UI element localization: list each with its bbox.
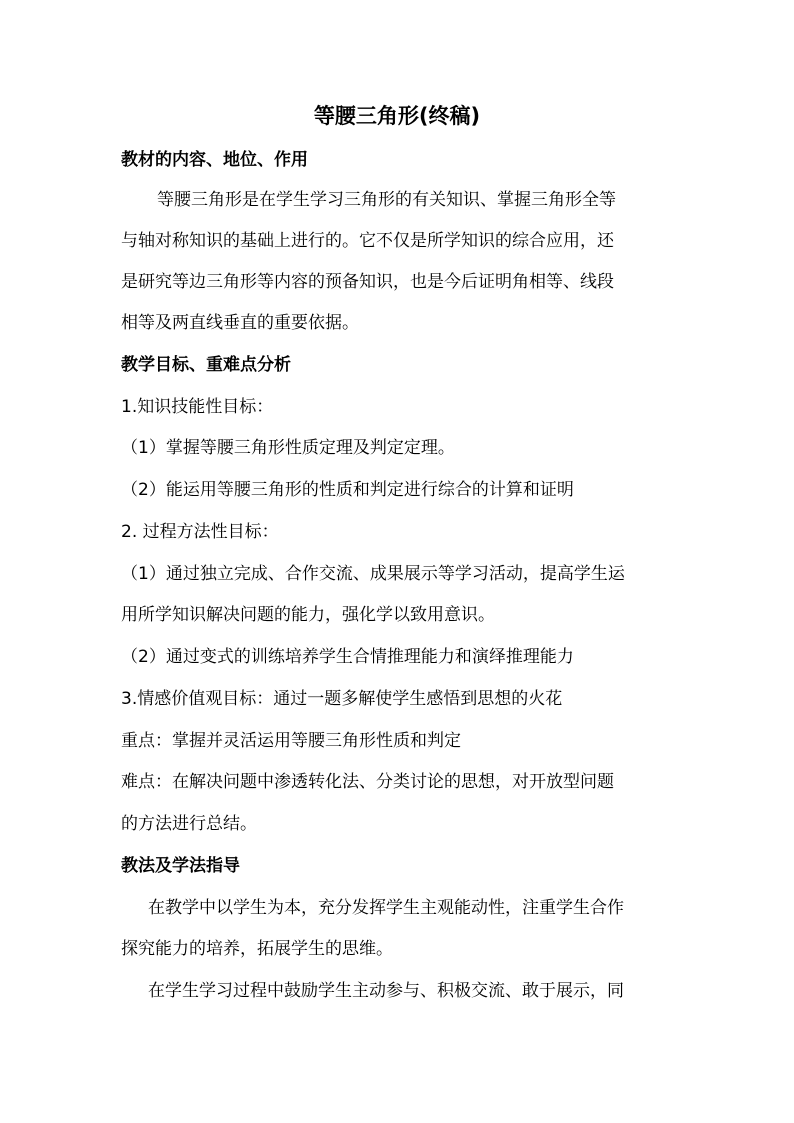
paragraph-line: 是研究等边三角形等内容的预备知识，也是今后证明角相等、线段	[121, 272, 614, 292]
paragraph-line: 等腰三角形是在学生学习三角形的有关知识、掌握三角形全等	[157, 190, 616, 210]
paragraph-line: 的方法进行总结。	[121, 814, 257, 834]
paragraph-line: （1）通过独立完成、合作交流、成果展示等学习活动，提高学生运	[121, 564, 625, 584]
paragraph-line: 2. 过程方法性目标：	[121, 522, 279, 542]
paragraph-line: 用所学知识解决问题的能力，强化学以致用意识。	[121, 605, 495, 625]
paragraph-line: 重点：掌握并灵活运用等腰三角形性质和判定	[121, 731, 461, 751]
document-title: 等腰三角形(终稿)	[313, 104, 481, 128]
paragraph-line: 难点：在解决问题中渗透转化法、分类讨论的思想，对开放型问题	[121, 772, 614, 792]
section-heading-objectives: 教学目标、重难点分析	[121, 355, 291, 375]
paragraph-line: 探究能力的培养，拓展学生的思维。	[121, 939, 393, 959]
section-heading-content: 教材的内容、地位、作用	[121, 150, 308, 170]
paragraph-line: 3.情感价值观目标：通过一题多解使学生感悟到思想的火花	[121, 689, 563, 709]
paragraph-line: 在教学中以学生为本，充分发挥学生主观能动性，注重学生合作	[148, 898, 624, 918]
paragraph-line: 相等及两直线垂直的重要依据。	[121, 313, 359, 333]
paragraph-line: （2）能运用等腰三角形的性质和判定进行综合的计算和证明	[121, 480, 574, 500]
paragraph-line: 与轴对称知识的基础上进行的。它不仅是所学知识的综合应用，还	[121, 231, 614, 251]
paragraph-line: 1.知识技能性目标：	[121, 397, 274, 417]
section-heading-methods: 教法及学法指导	[121, 856, 240, 876]
paragraph-line: 在学生学习过程中鼓励学生主动参与、积极交流、敢于展示，同	[148, 981, 624, 1001]
paragraph-line: （1）掌握等腰三角形性质定理及判定定理。	[121, 438, 455, 458]
paragraph-line: （2）通过变式的训练培养学生合情推理能力和演绎推理能力	[121, 647, 574, 667]
